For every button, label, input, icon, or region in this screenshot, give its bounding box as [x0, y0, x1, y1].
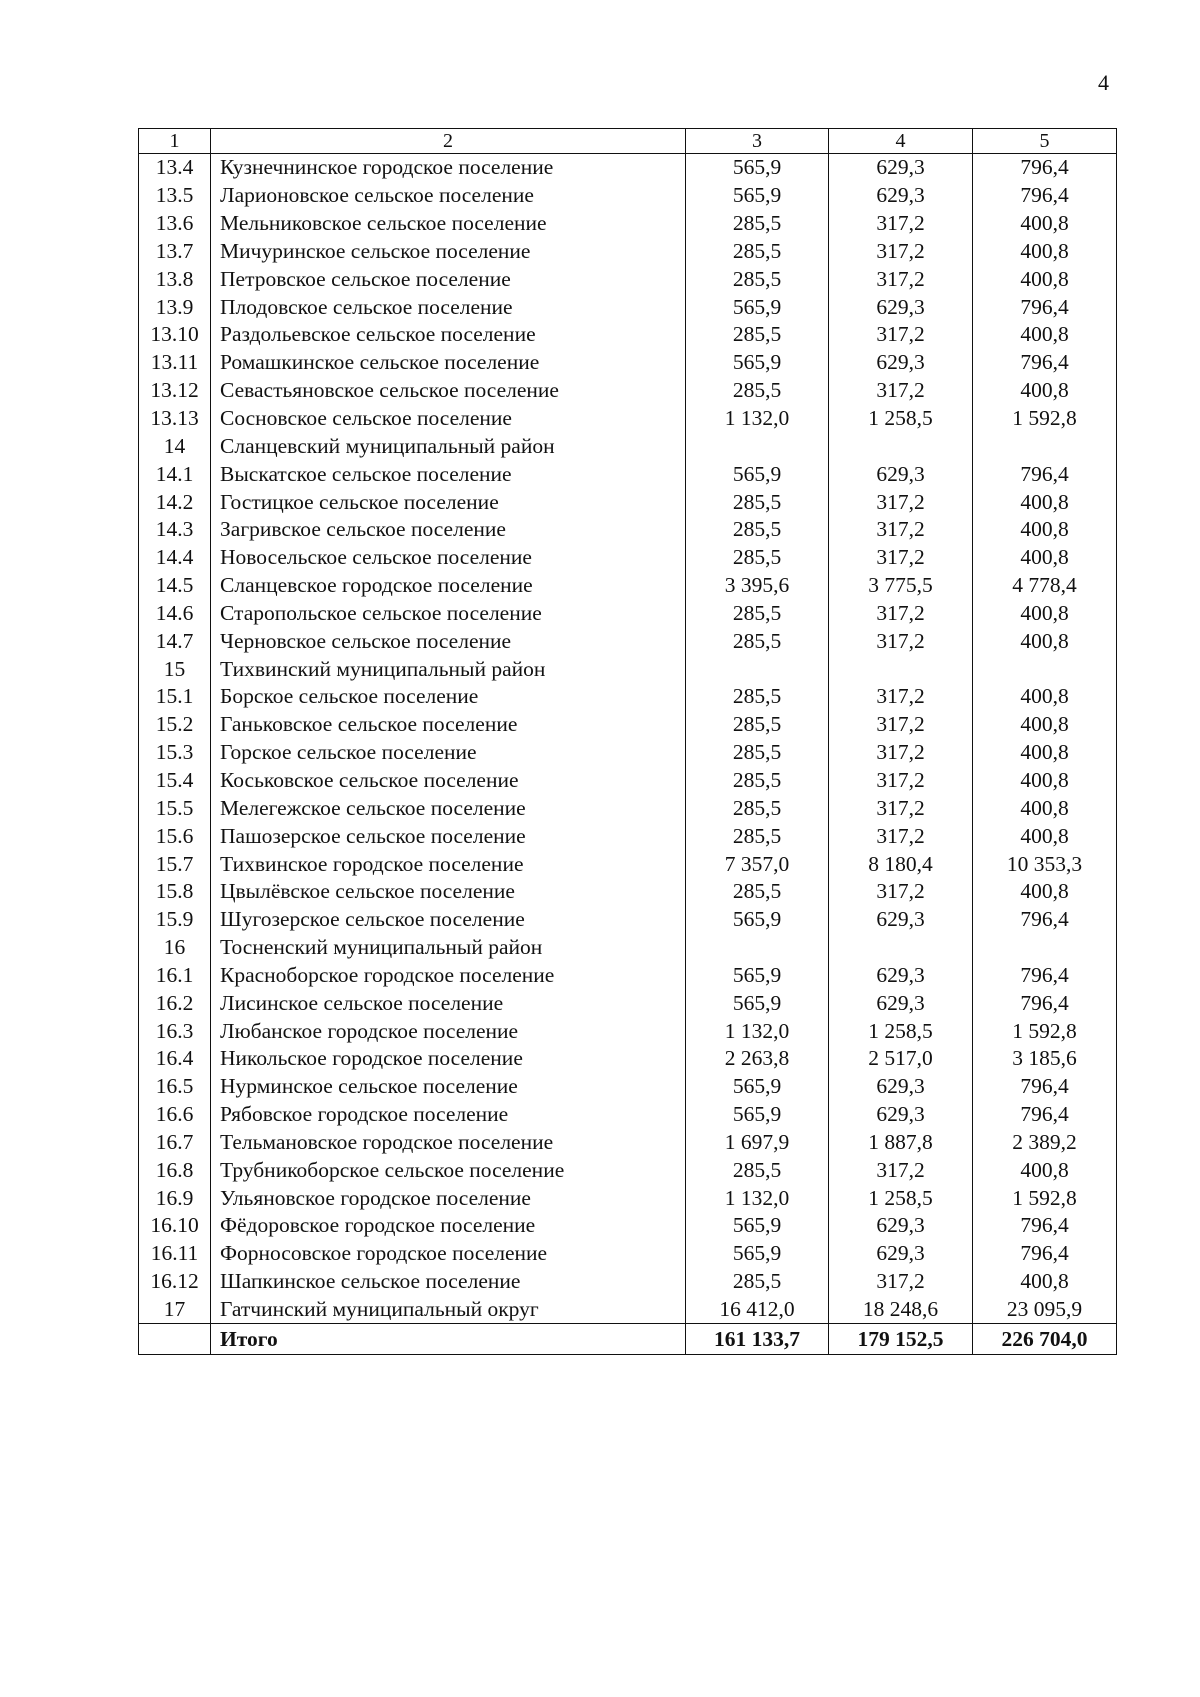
value-col-5: 400,8 [973, 683, 1117, 711]
table-row [139, 460, 1117, 488]
value-col-4: 317,2 [829, 822, 973, 850]
table-row [139, 655, 1117, 683]
value-col-4: 629,3 [829, 1101, 973, 1129]
row-number: 16.5 [139, 1073, 211, 1101]
municipality-name: Гатчинский муниципальный округ [211, 1296, 686, 1324]
total-label: Итого [211, 1324, 686, 1355]
value-col-3: 565,9 [686, 906, 829, 934]
value-col-3: 1 697,9 [686, 1129, 829, 1157]
table-row [139, 1240, 1117, 1268]
value-col-5: 400,8 [973, 516, 1117, 544]
value-col-4 [829, 655, 973, 683]
value-col-4: 317,2 [829, 794, 973, 822]
row-number: 13.13 [139, 405, 211, 433]
municipality-name: Борское сельское поселение [211, 683, 686, 711]
table-row [139, 627, 1117, 655]
value-col-3: 285,5 [686, 739, 829, 767]
value-col-5: 400,8 [973, 767, 1117, 795]
value-col-3: 2 263,8 [686, 1045, 829, 1073]
value-col-5: 1 592,8 [973, 1017, 1117, 1045]
table-row [139, 878, 1117, 906]
table-row [139, 961, 1117, 989]
municipality-name: Мичуринское сельское поселение [211, 238, 686, 266]
value-col-4: 317,2 [829, 627, 973, 655]
value-col-4: 317,2 [829, 1156, 973, 1184]
row-number: 14 [139, 432, 211, 460]
row-number: 16.8 [139, 1156, 211, 1184]
row-number: 16.9 [139, 1184, 211, 1212]
row-number: 15.4 [139, 767, 211, 795]
value-col-3: 285,5 [686, 627, 829, 655]
value-col-4: 317,2 [829, 878, 973, 906]
value-col-4 [829, 432, 973, 460]
value-col-4: 3 775,5 [829, 572, 973, 600]
table-row [139, 405, 1117, 433]
value-col-5: 4 778,4 [973, 572, 1117, 600]
table-row [139, 850, 1117, 878]
total-col-5: 226 704,0 [973, 1324, 1117, 1355]
value-col-3: 565,9 [686, 1240, 829, 1268]
value-col-5: 796,4 [973, 1073, 1117, 1101]
value-col-5: 1 592,8 [973, 405, 1117, 433]
value-col-5: 400,8 [973, 321, 1117, 349]
row-number: 16.2 [139, 989, 211, 1017]
municipality-name: Коськовское сельское поселение [211, 767, 686, 795]
row-number: 16.10 [139, 1212, 211, 1240]
table-row [139, 711, 1117, 739]
value-col-3: 285,5 [686, 1268, 829, 1296]
value-col-4: 1 887,8 [829, 1129, 973, 1157]
value-col-5: 796,4 [973, 906, 1117, 934]
value-col-3: 3 395,6 [686, 572, 829, 600]
value-col-3: 285,5 [686, 265, 829, 293]
value-col-4: 317,2 [829, 683, 973, 711]
table-row [139, 822, 1117, 850]
municipality-name: Мелегежское сельское поселение [211, 794, 686, 822]
value-col-3: 285,5 [686, 600, 829, 628]
municipality-name: Черновское сельское поселение [211, 627, 686, 655]
value-col-5: 796,4 [973, 1212, 1117, 1240]
value-col-5: 400,8 [973, 878, 1117, 906]
value-col-4: 317,2 [829, 1268, 973, 1296]
value-col-5: 400,8 [973, 822, 1117, 850]
value-col-5: 796,4 [973, 460, 1117, 488]
value-col-5: 400,8 [973, 238, 1117, 266]
value-col-3: 565,9 [686, 182, 829, 210]
value-col-4: 1 258,5 [829, 1017, 973, 1045]
value-col-3: 565,9 [686, 1073, 829, 1101]
municipality-name: Фёдоровское городское поселение [211, 1212, 686, 1240]
municipality-name: Мельниковское сельское поселение [211, 210, 686, 238]
table-row [139, 265, 1117, 293]
header-cell: 5 [973, 129, 1117, 154]
table-row [139, 767, 1117, 795]
municipality-name: Красноборское городское поселение [211, 961, 686, 989]
table-row [139, 1156, 1117, 1184]
value-col-3: 285,5 [686, 377, 829, 405]
value-col-5: 2 389,2 [973, 1129, 1117, 1157]
value-col-4: 2 517,0 [829, 1045, 973, 1073]
municipality-name: Новосельское сельское поселение [211, 544, 686, 572]
row-number: 15.2 [139, 711, 211, 739]
value-col-5 [973, 934, 1117, 962]
row-number: 15.6 [139, 822, 211, 850]
municipality-name: Ромашкинское сельское поселение [211, 349, 686, 377]
value-col-4: 317,2 [829, 377, 973, 405]
row-number: 17 [139, 1296, 211, 1324]
row-number: 16.3 [139, 1017, 211, 1045]
table-row [139, 238, 1117, 266]
row-number: 15.8 [139, 878, 211, 906]
value-col-5: 400,8 [973, 544, 1117, 572]
value-col-5: 796,4 [973, 349, 1117, 377]
value-col-3: 285,5 [686, 516, 829, 544]
value-col-5 [973, 655, 1117, 683]
value-col-4: 317,2 [829, 516, 973, 544]
value-col-3: 565,9 [686, 460, 829, 488]
row-number: 15.7 [139, 850, 211, 878]
value-col-5: 796,4 [973, 182, 1117, 210]
municipality-name: Форносовское городское поселение [211, 1240, 686, 1268]
value-col-3: 285,5 [686, 767, 829, 795]
table-row [139, 1212, 1117, 1240]
municipality-name: Шугозерское сельское поселение [211, 906, 686, 934]
value-col-3: 285,5 [686, 238, 829, 266]
value-col-3: 565,9 [686, 154, 829, 182]
value-col-4: 629,3 [829, 349, 973, 377]
value-col-4: 8 180,4 [829, 850, 973, 878]
table-row [139, 794, 1117, 822]
municipality-name: Тихвинское городское поселение [211, 850, 686, 878]
row-number: 13.5 [139, 182, 211, 210]
municipality-name: Старопольское сельское поселение [211, 600, 686, 628]
municipality-name: Петровское сельское поселение [211, 265, 686, 293]
municipality-name: Сланцевский муниципальный район [211, 432, 686, 460]
value-col-3 [686, 432, 829, 460]
value-col-4: 317,2 [829, 321, 973, 349]
value-col-4: 317,2 [829, 238, 973, 266]
municipality-name: Сосновское сельское поселение [211, 405, 686, 433]
value-col-5: 400,8 [973, 1268, 1117, 1296]
value-col-5: 400,8 [973, 1156, 1117, 1184]
value-col-3: 285,5 [686, 488, 829, 516]
value-col-5: 1 592,8 [973, 1184, 1117, 1212]
total-number [139, 1324, 211, 1355]
value-col-3: 285,5 [686, 711, 829, 739]
municipality-name: Кузнечнинское городское поселение [211, 154, 686, 182]
value-col-3: 285,5 [686, 822, 829, 850]
row-number: 13.4 [139, 154, 211, 182]
table-row [139, 989, 1117, 1017]
value-col-4: 317,2 [829, 767, 973, 795]
value-col-4: 18 248,6 [829, 1296, 973, 1324]
value-col-4: 629,3 [829, 182, 973, 210]
value-col-5: 400,8 [973, 794, 1117, 822]
row-number: 14.3 [139, 516, 211, 544]
table-row [139, 1268, 1117, 1296]
row-number: 14.5 [139, 572, 211, 600]
value-col-4: 317,2 [829, 488, 973, 516]
table-row [139, 906, 1117, 934]
value-col-5: 400,8 [973, 739, 1117, 767]
value-col-3: 16 412,0 [686, 1296, 829, 1324]
value-col-3: 1 132,0 [686, 405, 829, 433]
value-col-5: 400,8 [973, 600, 1117, 628]
value-col-4: 629,3 [829, 961, 973, 989]
municipality-name: Загривское сельское поселение [211, 516, 686, 544]
row-number: 14.4 [139, 544, 211, 572]
value-col-4 [829, 934, 973, 962]
header-cell: 2 [211, 129, 686, 154]
value-col-3: 285,5 [686, 1156, 829, 1184]
table-row [139, 377, 1117, 405]
value-col-3: 565,9 [686, 1212, 829, 1240]
table-row [139, 544, 1117, 572]
value-col-5: 796,4 [973, 961, 1117, 989]
row-number: 16.1 [139, 961, 211, 989]
value-col-3: 285,5 [686, 210, 829, 238]
value-col-4: 317,2 [829, 600, 973, 628]
value-col-4: 1 258,5 [829, 1184, 973, 1212]
table-row [139, 1129, 1117, 1157]
row-number: 14.1 [139, 460, 211, 488]
value-col-4: 629,3 [829, 1073, 973, 1101]
row-number: 15.3 [139, 739, 211, 767]
row-number: 15.5 [139, 794, 211, 822]
value-col-5: 23 095,9 [973, 1296, 1117, 1324]
value-col-5: 400,8 [973, 711, 1117, 739]
row-number: 16.7 [139, 1129, 211, 1157]
page-number: 4 [1098, 70, 1109, 95]
value-col-3: 285,5 [686, 683, 829, 711]
allocation-table [138, 128, 1117, 1355]
value-col-4: 629,3 [829, 1240, 973, 1268]
value-col-3 [686, 934, 829, 962]
value-col-3: 1 132,0 [686, 1184, 829, 1212]
table-row [139, 1045, 1117, 1073]
row-number: 15.9 [139, 906, 211, 934]
value-col-4: 629,3 [829, 460, 973, 488]
municipality-name: Сланцевское городское поселение [211, 572, 686, 600]
municipality-name: Любанское городское поселение [211, 1017, 686, 1045]
value-col-3: 565,9 [686, 293, 829, 321]
table-row [139, 934, 1117, 962]
municipality-name: Горское сельское поселение [211, 739, 686, 767]
municipality-name: Рябовское городское поселение [211, 1101, 686, 1129]
value-col-4: 317,2 [829, 544, 973, 572]
table-row [139, 1184, 1117, 1212]
value-col-5: 3 185,6 [973, 1045, 1117, 1073]
municipality-name: Плодовское сельское поселение [211, 293, 686, 321]
table-row [139, 572, 1117, 600]
municipality-name: Трубникоборское сельское поселение [211, 1156, 686, 1184]
row-number: 14.2 [139, 488, 211, 516]
value-col-3: 565,9 [686, 989, 829, 1017]
total-row [139, 1324, 1117, 1355]
municipality-name: Тихвинский муниципальный район [211, 655, 686, 683]
row-number: 15.1 [139, 683, 211, 711]
municipality-name: Никольское городское поселение [211, 1045, 686, 1073]
value-col-3: 1 132,0 [686, 1017, 829, 1045]
value-col-4: 629,3 [829, 154, 973, 182]
header-cell: 4 [829, 129, 973, 154]
municipality-name: Шапкинское сельское поселение [211, 1268, 686, 1296]
value-col-4: 629,3 [829, 989, 973, 1017]
row-number: 14.6 [139, 600, 211, 628]
value-col-5: 796,4 [973, 293, 1117, 321]
row-number: 14.7 [139, 627, 211, 655]
value-col-5: 10 353,3 [973, 850, 1117, 878]
value-col-3: 7 357,0 [686, 850, 829, 878]
table-row [139, 154, 1117, 182]
municipality-name: Лисинское сельское поселение [211, 989, 686, 1017]
table-row [139, 1101, 1117, 1129]
municipality-name: Выскатское сельское поселение [211, 460, 686, 488]
table-row [139, 516, 1117, 544]
table-row [139, 432, 1117, 460]
row-number: 15 [139, 655, 211, 683]
row-number: 13.9 [139, 293, 211, 321]
municipality-name: Тосненский муниципальный район [211, 934, 686, 962]
total-col-3: 161 133,7 [686, 1324, 829, 1355]
municipality-name: Ларионовское сельское поселение [211, 182, 686, 210]
municipality-name: Тельмановское городское поселение [211, 1129, 686, 1157]
row-number: 16 [139, 934, 211, 962]
header-cell: 3 [686, 129, 829, 154]
total-col-4: 179 152,5 [829, 1324, 973, 1355]
row-number: 13.11 [139, 349, 211, 377]
row-number: 13.10 [139, 321, 211, 349]
value-col-3 [686, 655, 829, 683]
value-col-5: 400,8 [973, 488, 1117, 516]
value-col-5 [973, 432, 1117, 460]
table-row [139, 683, 1117, 711]
value-col-4: 317,2 [829, 711, 973, 739]
municipality-name: Ганьковское сельское поселение [211, 711, 686, 739]
municipality-name: Раздольевское сельское поселение [211, 321, 686, 349]
row-number: 16.11 [139, 1240, 211, 1268]
table-row [139, 739, 1117, 767]
row-number: 16.4 [139, 1045, 211, 1073]
municipality-name: Гостицкое сельское поселение [211, 488, 686, 516]
municipality-name: Пашозерское сельское поселение [211, 822, 686, 850]
table-header-row [139, 129, 1117, 154]
value-col-5: 400,8 [973, 627, 1117, 655]
row-number: 16.6 [139, 1101, 211, 1129]
table-row [139, 600, 1117, 628]
value-col-3: 565,9 [686, 349, 829, 377]
header-cell: 1 [139, 129, 211, 154]
value-col-4: 629,3 [829, 906, 973, 934]
table-row [139, 182, 1117, 210]
value-col-5: 400,8 [973, 210, 1117, 238]
value-col-5: 796,4 [973, 1240, 1117, 1268]
row-number: 13.6 [139, 210, 211, 238]
row-number: 16.12 [139, 1268, 211, 1296]
value-col-4: 317,2 [829, 739, 973, 767]
value-col-3: 285,5 [686, 878, 829, 906]
table-row [139, 1017, 1117, 1045]
value-col-3: 565,9 [686, 1101, 829, 1129]
value-col-4: 1 258,5 [829, 405, 973, 433]
municipality-name: Севастьяновское сельское поселение [211, 377, 686, 405]
municipality-name: Цвылёвское сельское поселение [211, 878, 686, 906]
table-row [139, 349, 1117, 377]
value-col-5: 796,4 [973, 989, 1117, 1017]
row-number: 13.12 [139, 377, 211, 405]
value-col-3: 285,5 [686, 544, 829, 572]
value-col-3: 285,5 [686, 321, 829, 349]
value-col-4: 629,3 [829, 293, 973, 321]
table-row [139, 1073, 1117, 1101]
value-col-5: 796,4 [973, 154, 1117, 182]
value-col-4: 317,2 [829, 210, 973, 238]
table-row [139, 321, 1117, 349]
table-row [139, 1296, 1117, 1324]
value-col-4: 317,2 [829, 265, 973, 293]
row-number: 13.7 [139, 238, 211, 266]
value-col-5: 400,8 [973, 377, 1117, 405]
row-number: 13.8 [139, 265, 211, 293]
value-col-5: 796,4 [973, 1101, 1117, 1129]
value-col-3: 565,9 [686, 961, 829, 989]
table-row [139, 488, 1117, 516]
municipality-name: Ульяновское городское поселение [211, 1184, 686, 1212]
value-col-5: 400,8 [973, 265, 1117, 293]
table-row [139, 210, 1117, 238]
value-col-4: 629,3 [829, 1212, 973, 1240]
value-col-3: 285,5 [686, 794, 829, 822]
table-row [139, 293, 1117, 321]
municipality-name: Нурминское сельское поселение [211, 1073, 686, 1101]
